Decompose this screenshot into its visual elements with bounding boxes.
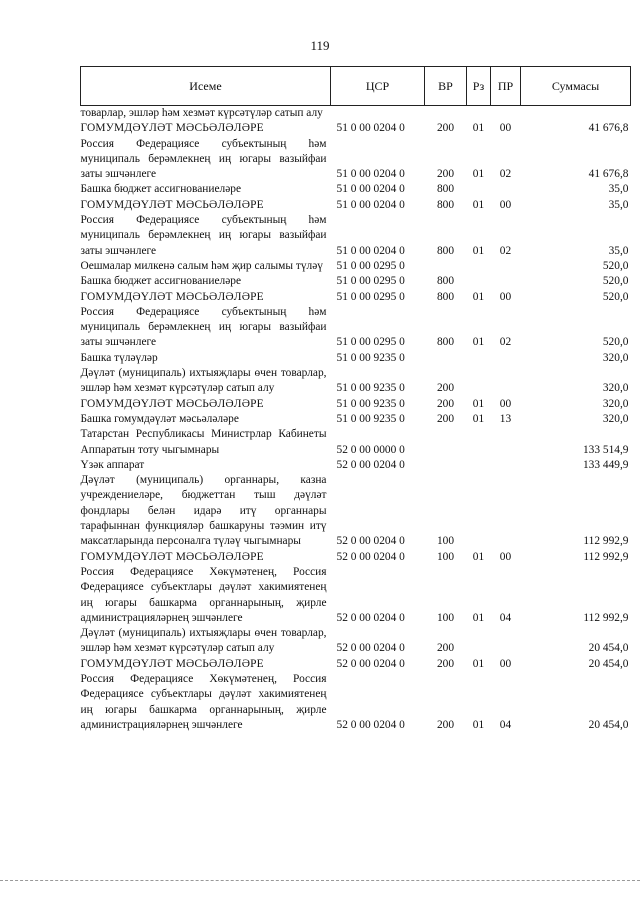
table-row <box>81 351 631 366</box>
cell-sum: 320,0 <box>602 412 629 425</box>
cell-vr: 800 <box>436 275 455 288</box>
budget-table-container <box>80 66 630 733</box>
table-row <box>81 657 631 672</box>
cell-sum: 520,0 <box>602 275 629 288</box>
budget-table <box>80 66 631 733</box>
cell-sum: 20 454,0 <box>588 642 629 655</box>
table-row <box>81 366 631 397</box>
cell-csr: 51 0 00 0204 0 <box>336 198 405 211</box>
table-row <box>81 565 631 626</box>
cell-csr: 51 0 00 0295 0 <box>336 259 405 272</box>
cell-name: Оешмалар милкенә салым һәм җир салымы түләү <box>80 259 323 272</box>
table-row <box>81 412 631 427</box>
table-row <box>81 259 631 274</box>
cell-name: Россия Федерациясе субъектының һәм муниципаль берәмлекнең иң югары вазыйфаи заты эшчәнлеге <box>80 214 327 257</box>
cell-vr: 100 <box>436 550 455 563</box>
cell-rz <box>467 366 491 397</box>
cell-pr: 00 <box>499 122 512 135</box>
table-row <box>81 182 631 197</box>
table-row <box>81 397 631 412</box>
cell-sum: 41 676,8 <box>588 122 629 135</box>
header-row <box>81 67 631 106</box>
cell-name: Башка түләүләр <box>80 351 158 364</box>
cell-pr <box>491 366 521 397</box>
table-row <box>81 198 631 213</box>
cell-csr: 52 0 00 0204 0 <box>336 657 405 670</box>
cell-pr <box>491 259 521 274</box>
cell-rz <box>467 473 491 549</box>
cell-vr <box>425 427 467 458</box>
cell-name: Башка гомумдәүләт мәсьәләләре <box>80 412 239 425</box>
cell-pr: 00 <box>499 198 512 211</box>
cell-name: Татарстан Республикасы Министрлар Кабинеты Аппаратын тоту чыгымнары <box>80 428 327 456</box>
cell-pr: 00 <box>499 290 512 303</box>
table-row <box>81 550 631 565</box>
cell-vr: 800 <box>436 183 455 196</box>
cell-rz <box>467 458 491 473</box>
cell-sum: 320,0 <box>602 397 629 410</box>
cell-csr: 51 0 00 9235 0 <box>336 351 405 364</box>
table-row <box>81 137 631 183</box>
cell-name: Россия Федерациясе Хөкүмәтенең, Россия Федерациясе субъектлары дәүләт хакимиятенең иң югары башкарма органнарының, җирле администрацияләрнең эшчәнлеге <box>80 672 327 731</box>
cell-name: Россия Федерациясе субъектының һәм муниципаль берәмлекнең иң югары вазыйфаи заты эшчәнлеге <box>80 137 327 181</box>
cell-rz: 01 <box>472 611 485 624</box>
cell-name: Россия Федерациясе Хөкүмәтенең, Россия Федерациясе субъектлары дәүләт хакимиятенең иң югары башкарма органнарының, җирле администрацияләрнең эшчәнлеге <box>80 565 327 624</box>
cell-vr: 800 <box>436 198 455 211</box>
cell-rz <box>467 427 491 458</box>
cell-sum: 112 992,9 <box>583 535 629 548</box>
cell-rz <box>467 274 491 289</box>
cell-csr: 51 0 00 9235 0 <box>336 397 405 410</box>
cell-name: Башка бюджет ассигнованиеләре <box>80 275 242 288</box>
cell-sum: 520,0 <box>602 290 629 303</box>
cell-vr: 200 <box>436 657 455 670</box>
cell-vr: 200 <box>436 122 455 135</box>
cell-vr <box>425 351 467 366</box>
page-number: 119 <box>310 38 330 53</box>
cell-vr: 200 <box>436 412 455 425</box>
header-pr: ПР <box>491 67 521 106</box>
table-row <box>81 106 631 122</box>
cell-sum: 35,0 <box>608 244 629 257</box>
cell-pr <box>491 351 521 366</box>
cell-rz: 01 <box>472 244 485 257</box>
cell-rz <box>467 106 491 122</box>
table-row <box>81 274 631 289</box>
table-row <box>81 473 631 549</box>
cell-name: Башка бюджет ассигнованиеләре <box>80 183 242 196</box>
cell-csr: 52 0 00 0204 0 <box>336 718 405 731</box>
cell-rz: 01 <box>472 550 485 563</box>
cell-sum: 133 449,9 <box>582 458 629 471</box>
cell-name: Дәүләт (муниципаль) ихтыяҗлары өчен товарлар, эшләр һәм хезмәт күрсәтүләр сатып алу <box>80 627 327 655</box>
cell-csr: 52 0 00 0204 0 <box>336 550 405 563</box>
cell-csr: 51 0 00 0204 0 <box>336 168 405 181</box>
cell-pr: 13 <box>499 412 512 425</box>
cell-csr: 52 0 00 0204 0 <box>336 611 405 624</box>
header-sum: Суммасы <box>521 67 631 106</box>
cell-csr: 51 0 00 9235 0 <box>336 382 405 395</box>
cell-csr: 51 0 00 9235 0 <box>336 412 405 425</box>
cell-pr <box>491 182 521 197</box>
cell-vr: 200 <box>436 642 455 655</box>
cell-name: Дәүләт (муниципаль) ихтыяҗлары өчен товарлар, эшләр һәм хезмәт күрсәтүләр сатып алу <box>80 367 327 395</box>
cell-pr: 04 <box>499 611 512 624</box>
cell-rz: 01 <box>472 412 485 425</box>
cell-rz: 01 <box>472 168 485 181</box>
cell-pr: 02 <box>499 244 512 257</box>
cell-sum: 20 454,0 <box>588 718 629 731</box>
cell-vr <box>425 106 467 122</box>
table-row <box>81 626 631 657</box>
cell-name: ГОМУМДӘҮЛӘТ МӘСЬӘЛӘЛӘРЕ <box>80 122 264 135</box>
table-row <box>81 121 631 136</box>
cell-vr: 200 <box>436 382 455 395</box>
cell-csr: 52 0 00 0204 0 <box>336 458 405 471</box>
cell-csr: 51 0 00 0204 0 <box>336 122 405 135</box>
cell-vr: 100 <box>436 611 455 624</box>
cell-pr <box>491 427 521 458</box>
cell-sum: 320,0 <box>602 382 629 395</box>
cell-pr: 02 <box>499 336 512 349</box>
cell-vr: 200 <box>436 168 455 181</box>
cell-csr: 51 0 00 0295 0 <box>336 290 405 303</box>
cell-vr <box>425 458 467 473</box>
cell-sum: 520,0 <box>602 336 629 349</box>
cell-csr: 51 0 00 0295 0 <box>336 336 405 349</box>
cell-csr: 51 0 00 0295 0 <box>336 275 405 288</box>
cell-rz <box>467 351 491 366</box>
cell-vr: 100 <box>436 535 455 548</box>
header-name: Исеме <box>81 67 331 106</box>
cell-pr: 02 <box>499 168 512 181</box>
cell-pr <box>491 626 521 657</box>
cell-vr: 200 <box>436 397 455 410</box>
cell-sum: 35,0 <box>608 198 629 211</box>
cell-sum: 520,0 <box>602 259 629 272</box>
cell-pr <box>491 458 521 473</box>
table-row <box>81 305 631 351</box>
cell-pr <box>491 274 521 289</box>
cell-rz: 01 <box>472 290 485 303</box>
cell-pr: 00 <box>499 657 512 670</box>
cell-csr: 52 0 00 0204 0 <box>336 535 405 548</box>
cell-name: Россия Федерациясе субъектының һәм муниципаль берәмлекнең иң югары вазыйфаи заты эшчәнлеге <box>80 305 327 349</box>
cell-rz <box>467 182 491 197</box>
cell-vr <box>425 259 467 274</box>
cell-csr: 51 0 00 0204 0 <box>336 244 405 257</box>
cell-csr: 51 0 00 0204 0 <box>336 183 405 196</box>
table-row <box>81 213 631 259</box>
cell-sum: 41 676,8 <box>588 168 629 181</box>
header-csr: ЦСР <box>331 67 425 106</box>
cell-sum: 320,0 <box>602 351 629 364</box>
table-row <box>81 290 631 305</box>
cell-pr <box>491 473 521 549</box>
cell-csr: 52 0 00 0204 0 <box>336 642 405 655</box>
cell-rz: 01 <box>472 397 485 410</box>
cell-rz: 01 <box>472 198 485 211</box>
cell-name: ГОМУМДӘҮЛӘТ МӘСЬӘЛӘЛӘРЕ <box>80 397 264 410</box>
cell-sum: 112 992,9 <box>583 550 629 563</box>
cell-name: ГОМУМДӘҮЛӘТ МӘСЬӘЛӘЛӘРЕ <box>80 550 264 563</box>
cell-csr: 52 0 00 0000 0 <box>336 443 405 456</box>
cell-rz: 01 <box>472 718 485 731</box>
cell-pr: 04 <box>499 718 512 731</box>
cell-pr <box>491 106 521 122</box>
bottom-divider <box>0 880 640 881</box>
header-vr: ВР <box>425 67 467 106</box>
cell-name: ГОМУМДӘҮЛӘТ МӘСЬӘЛӘЛӘРЕ <box>80 198 264 211</box>
cell-sum: 35,0 <box>608 183 629 196</box>
cell-sum: 20 454,0 <box>588 657 629 670</box>
cell-csr <box>331 106 425 122</box>
cell-pr: 00 <box>499 397 512 410</box>
cell-sum: 133 514,9 <box>582 443 629 456</box>
cell-vr: 800 <box>436 244 455 257</box>
cell-name: товарлар, эшләр һәм хезмәт күрсәтүләр сатып алу <box>80 107 323 119</box>
cell-pr: 00 <box>499 550 512 563</box>
cell-vr: 200 <box>436 718 455 731</box>
cell-name: Дәүләт (муниципаль) органнары, казна учреждениеләре, бюджеттан тыш дәүләт фондлары белән идарә итү органнары тарафыннан функцияләр башкаруны тәэмин итү максатларында персоналга түләү чыгымнары <box>80 474 327 548</box>
cell-rz <box>467 626 491 657</box>
header-rz: Рз <box>467 67 491 106</box>
table-row <box>81 427 631 458</box>
cell-rz: 01 <box>472 122 485 135</box>
table-row <box>81 458 631 473</box>
cell-vr: 800 <box>436 336 455 349</box>
cell-rz: 01 <box>472 336 485 349</box>
table-row <box>81 672 631 733</box>
table-header <box>81 67 631 106</box>
cell-sum <box>521 106 631 122</box>
cell-name: ГОМУМДӘҮЛӘТ МӘСЬӘЛӘЛӘРЕ <box>80 657 264 670</box>
table-body <box>81 106 631 734</box>
cell-rz <box>467 259 491 274</box>
cell-name: Үзәк аппарат <box>80 458 145 471</box>
cell-rz: 01 <box>472 657 485 670</box>
cell-vr: 800 <box>436 290 455 303</box>
cell-name: ГОМУМДӘҮЛӘТ МӘСЬӘЛӘЛӘРЕ <box>80 290 264 303</box>
cell-sum: 112 992,9 <box>583 611 629 624</box>
